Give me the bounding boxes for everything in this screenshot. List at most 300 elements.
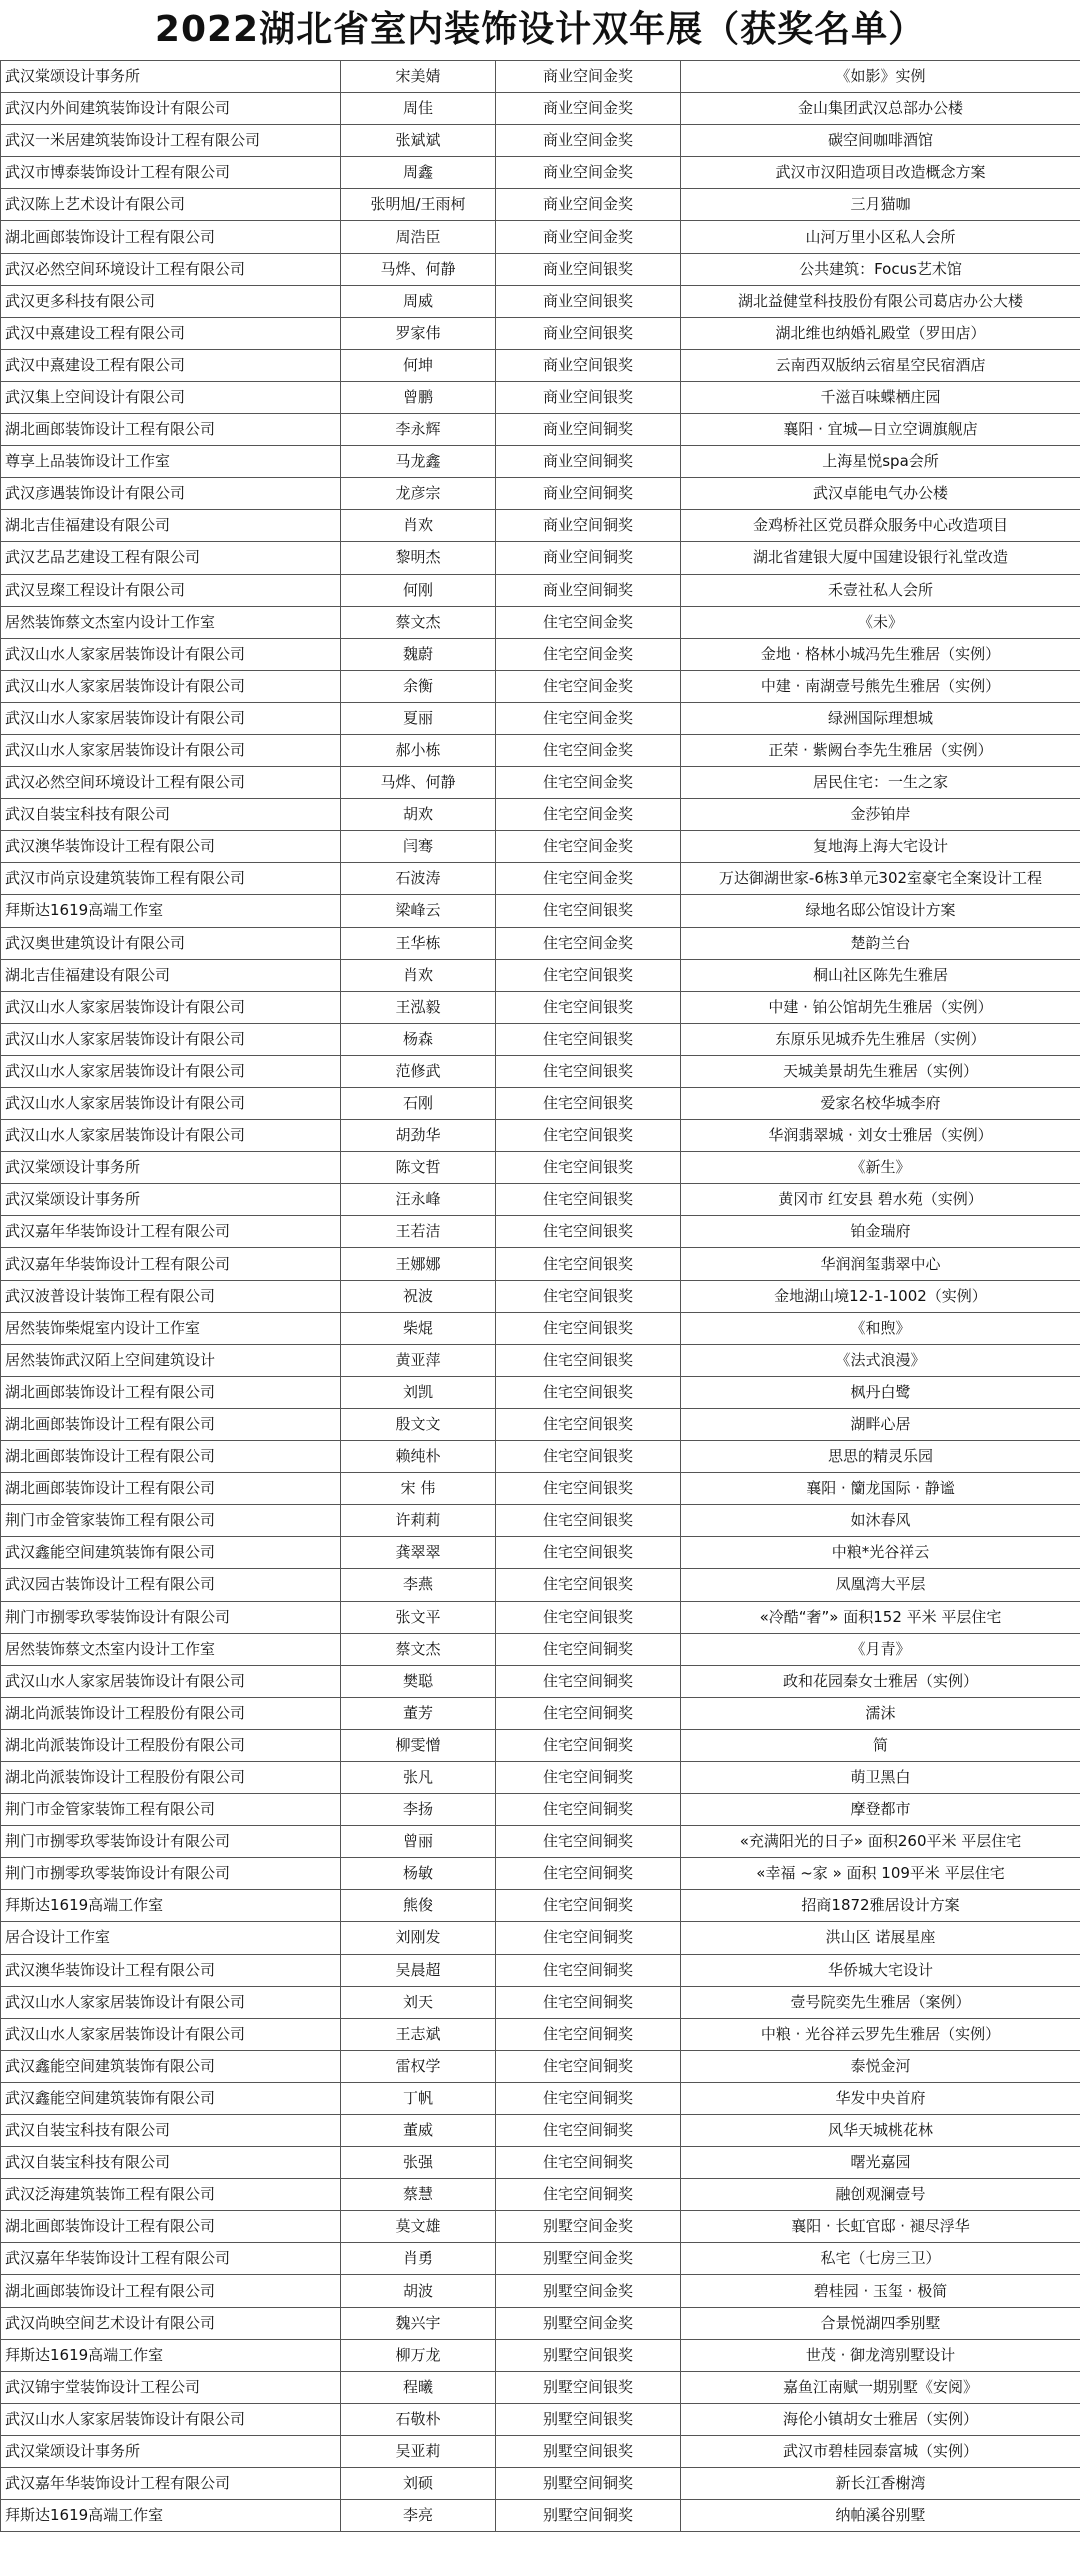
award-cell: 住宅空间铜奖 (496, 1729, 681, 1761)
table-row (1, 574, 1080, 606)
project-cell: 万达御湖世家-6栋3单元302室豪宅全案设计工程 (681, 863, 1080, 895)
company-cell: 武汉嘉年华装饰设计工程有限公司 (1, 2243, 341, 2275)
table-row (1, 317, 1080, 349)
table-row (1, 1216, 1080, 1248)
designer-cell: 周鑫 (341, 157, 496, 189)
award-cell: 商业空间金奖 (496, 221, 681, 253)
project-cell: 山河万里小区私人会所 (681, 221, 1080, 253)
designer-cell: 董芳 (341, 1697, 496, 1729)
award-cell: 商业空间银奖 (496, 317, 681, 349)
designer-cell: 许莉莉 (341, 1505, 496, 1537)
company-cell: 武汉山水人家家居装饰设计有限公司 (1, 2403, 341, 2435)
designer-cell: 张明旭/王雨柯 (341, 189, 496, 221)
company-cell: 居合设计工作室 (1, 1922, 341, 1954)
award-cell: 住宅空间金奖 (496, 670, 681, 702)
award-cell: 商业空间铜奖 (496, 510, 681, 542)
designer-cell: 陈文哲 (341, 1152, 496, 1184)
company-cell: 武汉嘉年华装饰设计工程有限公司 (1, 1216, 341, 1248)
designer-cell: 马烨、何静 (341, 767, 496, 799)
company-cell: 武汉昱璨工程设计有限公司 (1, 574, 341, 606)
project-cell: 融创观澜壹号 (681, 2179, 1080, 2211)
award-cell: 住宅空间银奖 (496, 1344, 681, 1376)
table-row (1, 125, 1080, 157)
table-row (1, 1184, 1080, 1216)
table-row (1, 927, 1080, 959)
project-cell: 濡沫 (681, 1697, 1080, 1729)
company-cell: 武汉棠颂设计事务所 (1, 61, 341, 93)
designer-cell: 魏蔚 (341, 638, 496, 670)
project-cell: 碳空间咖啡酒馆 (681, 125, 1080, 157)
table-row (1, 542, 1080, 574)
project-cell: 武汉卓能电气办公楼 (681, 478, 1080, 510)
table-row (1, 1505, 1080, 1537)
table-row (1, 157, 1080, 189)
company-cell: 武汉嘉年华装饰设计工程有限公司 (1, 2468, 341, 2500)
project-cell: 楚韵兰台 (681, 927, 1080, 959)
designer-cell: 蔡文杰 (341, 606, 496, 638)
project-cell: 枫丹白鹭 (681, 1376, 1080, 1408)
designer-cell: 肖欢 (341, 959, 496, 991)
company-cell: 武汉山水人家家居装饰设计有限公司 (1, 734, 341, 766)
award-cell: 住宅空间金奖 (496, 927, 681, 959)
designer-cell: 吴亚莉 (341, 2435, 496, 2467)
table-row (1, 1922, 1080, 1954)
company-cell: 武汉艺品艺建设工程有限公司 (1, 542, 341, 574)
designer-cell: 龚翠翠 (341, 1537, 496, 1569)
table-row (1, 253, 1080, 285)
company-cell: 荆门市捌零玖零装饰设计有限公司 (1, 1858, 341, 1890)
designer-cell: 范修武 (341, 1055, 496, 1087)
table-row (1, 1055, 1080, 1087)
award-cell: 住宅空间铜奖 (496, 2179, 681, 2211)
award-cell: 住宅空间铜奖 (496, 1858, 681, 1890)
designer-cell: 柳万龙 (341, 2339, 496, 2371)
table-row (1, 2468, 1080, 2500)
project-cell: 襄阳 · 籣龙国际 · 静谧 (681, 1473, 1080, 1505)
company-cell: 拜斯达1619高端工作室 (1, 1890, 341, 1922)
project-cell: 中建 · 南湖壹号熊先生雅居（实例） (681, 670, 1080, 702)
award-cell: 住宅空间铜奖 (496, 1922, 681, 1954)
project-cell: 《新生》 (681, 1152, 1080, 1184)
project-cell: 公共建筑：Focus艺术馆 (681, 253, 1080, 285)
project-cell: 湖北益健堂科技股份有限公司葛店办公大楼 (681, 285, 1080, 317)
award-cell: 住宅空间银奖 (496, 1248, 681, 1280)
designer-cell: 王华栋 (341, 927, 496, 959)
project-cell: 千滋百味蝶栖庄园 (681, 381, 1080, 413)
project-cell: 私宅（七房三卫） (681, 2243, 1080, 2275)
project-cell: 金地 · 格林小城冯先生雅居（实例） (681, 638, 1080, 670)
company-cell: 武汉波普设计装饰工程有限公司 (1, 1280, 341, 1312)
company-cell: 武汉市博泰装饰设计工程有限公司 (1, 157, 341, 189)
project-cell: 华润翡翠城 · 刘女士雅居（实例） (681, 1120, 1080, 1152)
designer-cell: 肖欢 (341, 510, 496, 542)
award-table-body (1, 61, 1080, 2532)
designer-cell: 胡劲华 (341, 1120, 496, 1152)
table-row (1, 863, 1080, 895)
table-row (1, 2371, 1080, 2403)
designer-cell: 余衡 (341, 670, 496, 702)
award-cell: 商业空间铜奖 (496, 574, 681, 606)
project-cell: 湖畔心居 (681, 1408, 1080, 1440)
award-cell: 别墅空间金奖 (496, 2211, 681, 2243)
designer-cell: 赖纯朴 (341, 1441, 496, 1473)
award-cell: 住宅空间银奖 (496, 1408, 681, 1440)
table-row (1, 1280, 1080, 1312)
table-row (1, 1858, 1080, 1890)
award-cell: 住宅空间银奖 (496, 1601, 681, 1633)
project-cell: 三月猫咖 (681, 189, 1080, 221)
company-cell: 武汉奥世建筑设计有限公司 (1, 927, 341, 959)
designer-cell: 熊俊 (341, 1890, 496, 1922)
company-cell: 武汉一米居建筑装饰设计工程有限公司 (1, 125, 341, 157)
company-cell: 湖北画郎装饰设计工程有限公司 (1, 2211, 341, 2243)
project-cell: 襄阳 · 宜城—日立空调旗舰店 (681, 414, 1080, 446)
project-cell: 纳帕溪谷别墅 (681, 2500, 1080, 2532)
award-cell: 别墅空间银奖 (496, 2339, 681, 2371)
company-cell: 武汉山水人家家居装饰设计有限公司 (1, 638, 341, 670)
project-cell: 风华天城桃花林 (681, 2115, 1080, 2147)
award-cell: 住宅空间铜奖 (496, 2147, 681, 2179)
award-cell: 住宅空间铜奖 (496, 1633, 681, 1665)
table-row (1, 1665, 1080, 1697)
award-cell: 商业空间银奖 (496, 285, 681, 317)
project-cell: 金山集团武汉总部办公楼 (681, 93, 1080, 125)
project-cell: 湖北省建银大厦中国建设银行礼堂改造 (681, 542, 1080, 574)
award-cell: 住宅空间金奖 (496, 606, 681, 638)
company-cell: 武汉澳华装饰设计工程有限公司 (1, 831, 341, 863)
table-row (1, 767, 1080, 799)
company-cell: 湖北画郎装饰设计工程有限公司 (1, 1408, 341, 1440)
designer-cell: 张凡 (341, 1761, 496, 1793)
company-cell: 武汉山水人家家居装饰设计有限公司 (1, 2018, 341, 2050)
designer-cell: 马龙鑫 (341, 446, 496, 478)
project-cell: 上海星悦spa会所 (681, 446, 1080, 478)
designer-cell: 石刚 (341, 1088, 496, 1120)
company-cell: 武汉内外间建筑装饰设计有限公司 (1, 93, 341, 125)
designer-cell: 石波涛 (341, 863, 496, 895)
award-cell: 住宅空间铜奖 (496, 2018, 681, 2050)
project-cell: 华侨城大宅设计 (681, 1954, 1080, 1986)
project-cell: 曙光嘉园 (681, 2147, 1080, 2179)
award-cell: 住宅空间银奖 (496, 959, 681, 991)
company-cell: 武汉陈上艺术设计有限公司 (1, 189, 341, 221)
designer-cell: 何坤 (341, 349, 496, 381)
company-cell: 武汉彦遇装饰设计有限公司 (1, 478, 341, 510)
company-cell: 荆门市金管家装饰工程有限公司 (1, 1794, 341, 1826)
designer-cell: 周佳 (341, 93, 496, 125)
project-cell: 居民住宅：一生之家 (681, 767, 1080, 799)
award-cell: 商业空间金奖 (496, 125, 681, 157)
designer-cell: 张强 (341, 2147, 496, 2179)
award-cell: 别墅空间银奖 (496, 2371, 681, 2403)
project-cell: 思思的精灵乐园 (681, 1441, 1080, 1473)
designer-cell: 丁帆 (341, 2082, 496, 2114)
company-cell: 湖北尚派装饰设计工程股份有限公司 (1, 1697, 341, 1729)
company-cell: 武汉必然空间环境设计工程有限公司 (1, 767, 341, 799)
award-cell: 住宅空间金奖 (496, 863, 681, 895)
project-cell: 复地海上海大宅设计 (681, 831, 1080, 863)
table-row (1, 1986, 1080, 2018)
company-cell: 武汉山水人家家居装饰设计有限公司 (1, 1088, 341, 1120)
project-cell: 华润润玺翡翠中心 (681, 1248, 1080, 1280)
award-cell: 住宅空间银奖 (496, 1280, 681, 1312)
table-row (1, 93, 1080, 125)
project-cell: 政和花园秦女士雅居（实例） (681, 1665, 1080, 1697)
designer-cell: 樊聪 (341, 1665, 496, 1697)
table-row (1, 285, 1080, 317)
table-row (1, 1408, 1080, 1440)
table-row (1, 1248, 1080, 1280)
designer-cell: 张文平 (341, 1601, 496, 1633)
table-row (1, 1088, 1080, 1120)
project-cell: 如沐春风 (681, 1505, 1080, 1537)
project-cell: 正荣 · 紫阙台李先生雅居（实例） (681, 734, 1080, 766)
designer-cell: 闫骞 (341, 831, 496, 863)
table-row (1, 799, 1080, 831)
designer-cell: 刘天 (341, 1986, 496, 2018)
award-cell: 住宅空间金奖 (496, 831, 681, 863)
award-cell: 住宅空间银奖 (496, 1505, 681, 1537)
company-cell: 荆门市金管家装饰工程有限公司 (1, 1505, 341, 1537)
award-cell: 商业空间铜奖 (496, 446, 681, 478)
award-cell: 商业空间金奖 (496, 61, 681, 93)
table-row (1, 1761, 1080, 1793)
project-cell: 铂金瑞府 (681, 1216, 1080, 1248)
company-cell: 武汉自装宝科技有限公司 (1, 799, 341, 831)
company-cell: 尊享上品装饰设计工作室 (1, 446, 341, 478)
award-cell: 商业空间银奖 (496, 349, 681, 381)
company-cell: 拜斯达1619高端工作室 (1, 2500, 341, 2532)
table-row (1, 510, 1080, 542)
project-cell: 爱家名校华城李府 (681, 1088, 1080, 1120)
designer-cell: 杨森 (341, 1023, 496, 1055)
award-cell: 别墅空间金奖 (496, 2307, 681, 2339)
project-cell: 天城美景胡先生雅居（实例） (681, 1055, 1080, 1087)
award-cell: 住宅空间银奖 (496, 895, 681, 927)
designer-cell: 程曦 (341, 2371, 496, 2403)
project-cell: «充满阳光的日子» 面积260平米 平层住宅 (681, 1826, 1080, 1858)
project-cell: 云南西双版纳云宿星空民宿酒店 (681, 349, 1080, 381)
table-row (1, 61, 1080, 93)
designer-cell: 周浩臣 (341, 221, 496, 253)
project-cell: 金鸡桥社区党员群众服务中心改造项目 (681, 510, 1080, 542)
table-row (1, 2275, 1080, 2307)
table-row (1, 2147, 1080, 2179)
project-cell: 招商1872雅居设计方案 (681, 1890, 1080, 1922)
table-row (1, 895, 1080, 927)
project-cell: 金莎铂岸 (681, 799, 1080, 831)
award-cell: 住宅空间银奖 (496, 1055, 681, 1087)
award-cell: 住宅空间银奖 (496, 1152, 681, 1184)
award-cell: 住宅空间铜奖 (496, 1954, 681, 1986)
award-cell: 住宅空间金奖 (496, 734, 681, 766)
designer-cell: 梁峰云 (341, 895, 496, 927)
table-row (1, 446, 1080, 478)
designer-cell: 殷文文 (341, 1408, 496, 1440)
table-row (1, 2115, 1080, 2147)
award-cell: 商业空间金奖 (496, 189, 681, 221)
designer-cell: 黄亚萍 (341, 1344, 496, 1376)
table-row (1, 381, 1080, 413)
project-cell: 绿洲国际理想城 (681, 702, 1080, 734)
company-cell: 武汉中熹建设工程有限公司 (1, 349, 341, 381)
award-cell: 住宅空间银奖 (496, 1120, 681, 1152)
award-cell: 住宅空间银奖 (496, 1023, 681, 1055)
designer-cell: 刘刚发 (341, 1922, 496, 1954)
project-cell: 合景悦湖四季别墅 (681, 2307, 1080, 2339)
designer-cell: 董威 (341, 2115, 496, 2147)
award-cell: 住宅空间银奖 (496, 1569, 681, 1601)
table-row (1, 2082, 1080, 2114)
table-row (1, 221, 1080, 253)
project-cell: 桐山社区陈先生雅居 (681, 959, 1080, 991)
designer-cell: 李燕 (341, 1569, 496, 1601)
company-cell: 武汉鑫能空间建筑装饰有限公司 (1, 2082, 341, 2114)
award-cell: 商业空间铜奖 (496, 478, 681, 510)
table-row (1, 2018, 1080, 2050)
table-row (1, 1826, 1080, 1858)
project-cell: 世茂 · 御龙湾别墅设计 (681, 2339, 1080, 2371)
company-cell: 湖北尚派装饰设计工程股份有限公司 (1, 1761, 341, 1793)
company-cell: 武汉嘉年华装饰设计工程有限公司 (1, 1248, 341, 1280)
table-row (1, 1473, 1080, 1505)
award-cell: 住宅空间银奖 (496, 1184, 681, 1216)
award-cell: 住宅空间银奖 (496, 1376, 681, 1408)
designer-cell: 马烨、何静 (341, 253, 496, 285)
designer-cell: 曾丽 (341, 1826, 496, 1858)
award-cell: 住宅空间铜奖 (496, 2115, 681, 2147)
award-cell: 住宅空间铜奖 (496, 1794, 681, 1826)
designer-cell: 张斌斌 (341, 125, 496, 157)
award-cell: 住宅空间银奖 (496, 1473, 681, 1505)
table-row (1, 2500, 1080, 2532)
company-cell: 荆门市捌零玖零装饰设计有限公司 (1, 1601, 341, 1633)
table-row (1, 349, 1080, 381)
project-cell: 碧桂园 · 玉玺 · 极简 (681, 2275, 1080, 2307)
award-cell: 商业空间银奖 (496, 253, 681, 285)
project-cell: 东原乐见城乔先生雅居（实例） (681, 1023, 1080, 1055)
award-cell: 商业空间金奖 (496, 93, 681, 125)
award-cell: 商业空间铜奖 (496, 542, 681, 574)
table-row (1, 1376, 1080, 1408)
company-cell: 拜斯达1619高端工作室 (1, 895, 341, 927)
designer-cell: 李亮 (341, 2500, 496, 2532)
designer-cell: 何刚 (341, 574, 496, 606)
table-row (1, 1120, 1080, 1152)
award-cell: 别墅空间银奖 (496, 2435, 681, 2467)
table-row (1, 991, 1080, 1023)
designer-cell: 王志斌 (341, 2018, 496, 2050)
award-cell: 商业空间银奖 (496, 381, 681, 413)
table-row (1, 1344, 1080, 1376)
company-cell: 居然装饰蔡文杰室内设计工作室 (1, 1633, 341, 1665)
project-cell: 摩登都市 (681, 1794, 1080, 1826)
company-cell: 武汉棠颂设计事务所 (1, 1184, 341, 1216)
company-cell: 武汉更多科技有限公司 (1, 285, 341, 317)
company-cell: 武汉山水人家家居装饰设计有限公司 (1, 1986, 341, 2018)
award-cell: 别墅空间铜奖 (496, 2500, 681, 2532)
award-cell: 商业空间铜奖 (496, 414, 681, 446)
award-cell: 住宅空间铜奖 (496, 1890, 681, 1922)
award-cell: 住宅空间银奖 (496, 1537, 681, 1569)
award-cell: 住宅空间金奖 (496, 702, 681, 734)
table-row (1, 831, 1080, 863)
designer-cell: 祝波 (341, 1280, 496, 1312)
company-cell: 武汉山水人家家居装饰设计有限公司 (1, 670, 341, 702)
company-cell: 拜斯达1619高端工作室 (1, 2339, 341, 2371)
table-row (1, 2435, 1080, 2467)
table-row (1, 670, 1080, 702)
table-row (1, 414, 1080, 446)
award-cell: 别墅空间金奖 (496, 2243, 681, 2275)
award-cell: 住宅空间银奖 (496, 1088, 681, 1120)
table-row (1, 189, 1080, 221)
table-row (1, 1441, 1080, 1473)
table-row (1, 478, 1080, 510)
award-cell: 住宅空间银奖 (496, 991, 681, 1023)
designer-cell: 肖勇 (341, 2243, 496, 2275)
award-cell: 住宅空间金奖 (496, 799, 681, 831)
project-cell: 金地湖山境12-1-1002（实例） (681, 1280, 1080, 1312)
designer-cell: 柳雯憎 (341, 1729, 496, 1761)
table-row (1, 1954, 1080, 1986)
company-cell: 湖北画郎装饰设计工程有限公司 (1, 414, 341, 446)
project-cell: 洪山区 诺展星座 (681, 1922, 1080, 1954)
company-cell: 武汉市尚京设建筑装饰工程有限公司 (1, 863, 341, 895)
company-cell: 武汉山水人家家居装饰设计有限公司 (1, 702, 341, 734)
project-cell: «冷酷“奢”» 面积152 平米 平层住宅 (681, 1601, 1080, 1633)
table-row (1, 2307, 1080, 2339)
designer-cell: 王泓毅 (341, 991, 496, 1023)
project-cell: 湖北维也纳婚礼殿堂（罗田店） (681, 317, 1080, 349)
project-cell: 绿地名邸公馆设计方案 (681, 895, 1080, 927)
table-row (1, 2050, 1080, 2082)
table-row (1, 1537, 1080, 1569)
company-cell: 武汉山水人家家居装饰设计有限公司 (1, 1055, 341, 1087)
designer-cell: 宋 伟 (341, 1473, 496, 1505)
award-cell: 商业空间金奖 (496, 157, 681, 189)
designer-cell: 蔡文杰 (341, 1633, 496, 1665)
project-cell: 武汉市汉阳造项目改造概念方案 (681, 157, 1080, 189)
designer-cell: 吴晨超 (341, 1954, 496, 1986)
designer-cell: 胡欢 (341, 799, 496, 831)
table-row (1, 2243, 1080, 2275)
award-cell: 住宅空间银奖 (496, 1312, 681, 1344)
award-cell: 住宅空间铜奖 (496, 2082, 681, 2114)
designer-cell: 曾鹏 (341, 381, 496, 413)
company-cell: 武汉山水人家家居装饰设计有限公司 (1, 1665, 341, 1697)
project-cell: 新长江香榭湾 (681, 2468, 1080, 2500)
project-cell: 襄阳 · 长虹官邸 · 褪尽浮华 (681, 2211, 1080, 2243)
designer-cell: 李永辉 (341, 414, 496, 446)
designer-cell: 郝小栋 (341, 734, 496, 766)
designer-cell: 魏兴宇 (341, 2307, 496, 2339)
table-row (1, 2179, 1080, 2211)
award-cell: 住宅空间铜奖 (496, 1826, 681, 1858)
company-cell: 武汉自装宝科技有限公司 (1, 2115, 341, 2147)
award-cell: 住宅空间金奖 (496, 767, 681, 799)
table-row (1, 734, 1080, 766)
table-row (1, 2211, 1080, 2243)
project-cell: 壹号院奕先生雅居（案例） (681, 1986, 1080, 2018)
designer-cell: 杨敏 (341, 1858, 496, 1890)
award-cell: 住宅空间铜奖 (496, 1761, 681, 1793)
company-cell: 武汉鑫能空间建筑装饰有限公司 (1, 1537, 341, 1569)
designer-cell: 周威 (341, 285, 496, 317)
designer-cell: 李扬 (341, 1794, 496, 1826)
company-cell: 湖北画郎装饰设计工程有限公司 (1, 1376, 341, 1408)
table-row (1, 959, 1080, 991)
